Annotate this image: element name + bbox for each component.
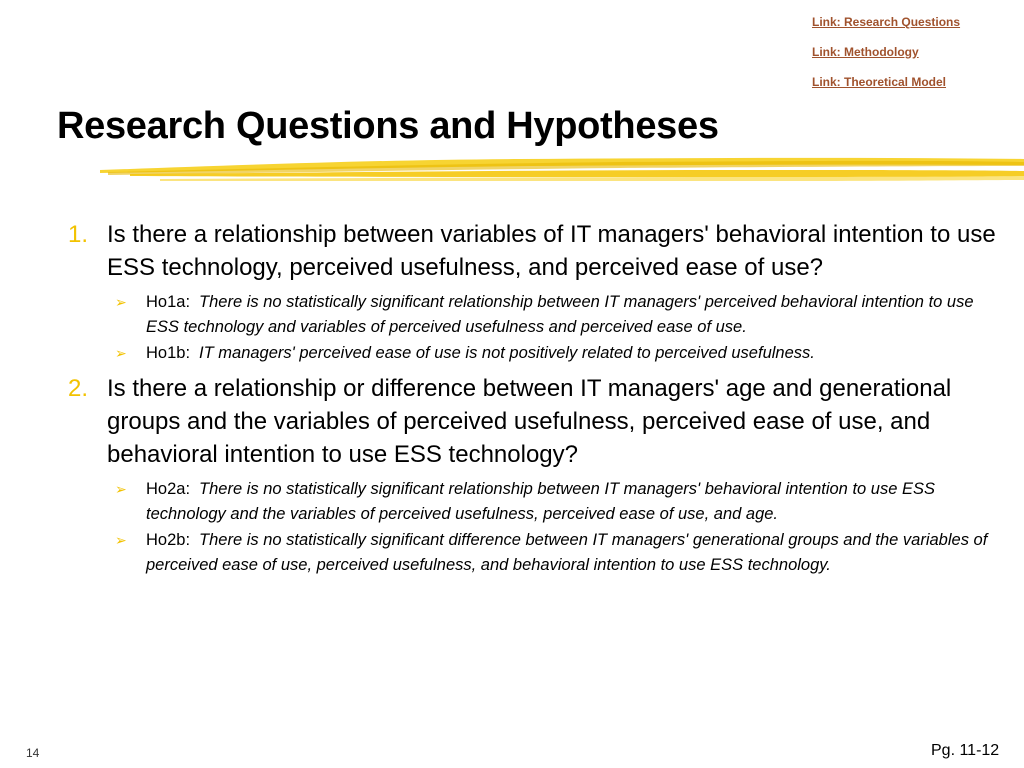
arrow-bullet-icon: ➢ — [115, 294, 127, 310]
link-item — [812, 12, 960, 42]
hypothesis-statement: There is no statistically significant relationship between IT managers' perceived behavioral intention to use ESS technology and variables of perceived usefulness and perceived ease of use. — [146, 293, 974, 336]
hypothesis-statement: IT managers' perceived ease of use is not positively related to perceived usefulness. — [199, 344, 815, 362]
arrow-bullet-icon: ➢ — [115, 481, 127, 497]
hypothesis-list — [68, 290, 998, 366]
link-methodology[interactable]: Link: Methodology — [812, 45, 919, 59]
hypothesis-statement: There is no statistically significant difference between IT managers' generational groups and the variables of perceived ease of use, perceived usefulness, and behavioral intention to use ESS technology. — [146, 531, 988, 574]
page-reference: Pg. 11-12 — [931, 742, 1000, 759]
link-research-questions[interactable]: Link: Research Questions — [812, 15, 961, 29]
hypothesis-item — [115, 290, 998, 340]
arrow-bullet-icon: ➢ — [115, 345, 127, 361]
question-text: Is there a relationship between variables of IT managers' behavioral intention to use ESS technology, perceived usefulness, and perceived ease of use? — [107, 221, 996, 281]
question-text: Is there a relationship or difference between IT managers' age and generational groups and the variables of perceived usefulness, perceived ease of use, and behavioral intention to use ESS technology? — [107, 375, 952, 468]
question-number: 2. — [68, 375, 89, 402]
link-theoretical-model[interactable]: Link: Theoretical Model — [812, 75, 947, 89]
slide-number: 14 — [26, 746, 40, 760]
question-number: 1. — [68, 221, 89, 248]
link-item — [812, 72, 960, 102]
hypothesis-label: Ho1b: — [146, 344, 191, 362]
hypothesis-list — [68, 477, 998, 578]
link-list — [812, 12, 960, 102]
hypothesis-item — [115, 477, 998, 527]
slide-body — [68, 218, 998, 584]
research-question-1 — [68, 218, 998, 284]
link-item — [812, 42, 960, 72]
arrow-bullet-icon: ➢ — [115, 532, 127, 548]
hypothesis-statement: There is no statistically significant relationship between IT managers' behavioral intention to use ESS technology and the variables of perceived usefulness, perceived ease of use, and age. — [146, 480, 935, 523]
research-question-2 — [68, 372, 998, 471]
slide-title: Research Questions and Hypotheses — [57, 105, 719, 147]
hypothesis-label: Ho2b: — [146, 531, 191, 549]
hypothesis-label: Ho1a: — [146, 293, 191, 311]
hypothesis-label: Ho2a: — [146, 480, 191, 498]
hypothesis-item — [115, 341, 998, 366]
hypothesis-item — [115, 528, 998, 578]
title-brush-underline — [100, 152, 1024, 186]
